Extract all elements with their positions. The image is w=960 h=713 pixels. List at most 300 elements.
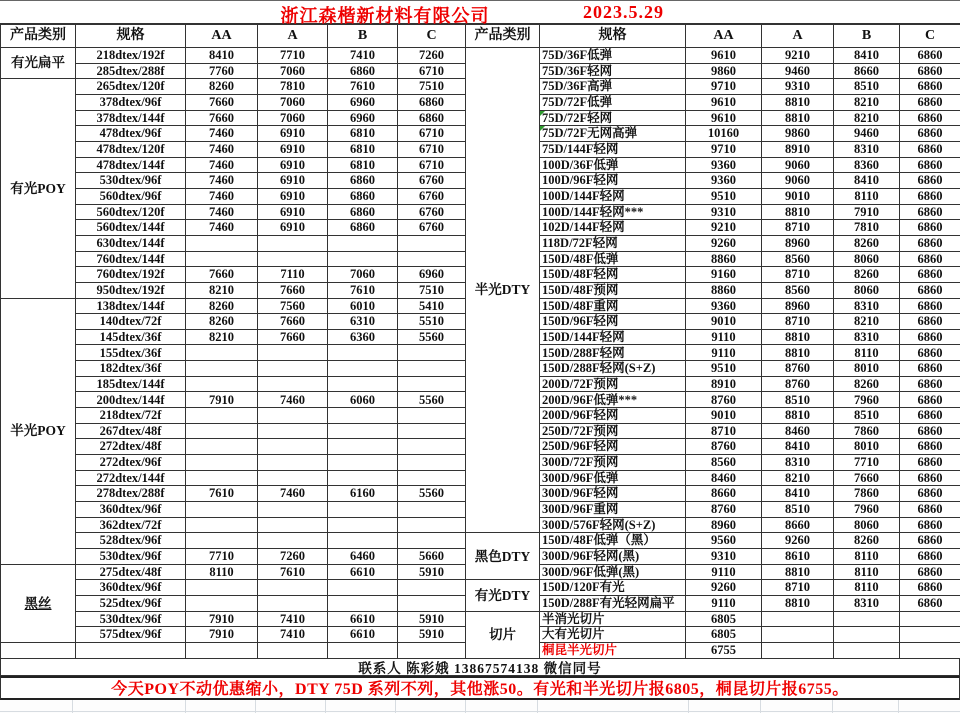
right-spec-cell[interactable]: 150D/48F轻网 xyxy=(540,267,686,283)
right-spec-cell[interactable]: 300D/72F预网 xyxy=(540,455,686,471)
right-spec-cell[interactable]: 300D/96F重网 xyxy=(540,502,686,518)
right-price-cell[interactable]: 6860 xyxy=(900,424,960,440)
left-price-cell[interactable]: 7460 xyxy=(186,205,258,221)
right-price-cell[interactable]: 8260 xyxy=(834,377,900,393)
left-spec-cell[interactable]: 140dtex/72f xyxy=(76,314,186,330)
left-price-cell[interactable]: 6610 xyxy=(328,612,398,628)
left-price-cell[interactable]: 7910 xyxy=(186,612,258,628)
right-category-cell[interactable]: 切片 xyxy=(466,612,540,659)
right-price-cell[interactable]: 8510 xyxy=(834,79,900,95)
right-spec-cell[interactable]: 75D/72F无网高弹 xyxy=(540,126,686,142)
left-price-cell[interactable] xyxy=(398,518,466,534)
left-price-cell[interactable]: 8260 xyxy=(186,314,258,330)
right-price-cell[interactable]: 6860 xyxy=(900,142,960,158)
left-price-cell[interactable] xyxy=(258,424,328,440)
right-price-cell[interactable]: 8860 xyxy=(686,283,762,299)
left-price-cell[interactable] xyxy=(258,533,328,549)
right-price-cell[interactable] xyxy=(834,627,900,643)
right-header-spec[interactable]: 规格 xyxy=(540,25,686,48)
right-price-cell[interactable]: 8960 xyxy=(762,236,834,252)
right-price-cell[interactable]: 8310 xyxy=(834,299,900,315)
left-price-cell[interactable]: 6960 xyxy=(328,95,398,111)
right-price-cell[interactable]: 7910 xyxy=(834,205,900,221)
left-spec-cell[interactable]: 155dtex/36f xyxy=(76,345,186,361)
right-price-cell[interactable]: 8560 xyxy=(762,252,834,268)
left-price-cell[interactable] xyxy=(328,252,398,268)
right-price-cell[interactable]: 6860 xyxy=(900,220,960,236)
right-price-cell[interactable]: 8210 xyxy=(834,95,900,111)
right-price-cell[interactable]: 8110 xyxy=(834,565,900,581)
right-price-cell[interactable]: 8810 xyxy=(762,330,834,346)
left-spec-cell[interactable]: 630dtex/144f xyxy=(76,236,186,252)
left-price-cell[interactable]: 7060 xyxy=(258,111,328,127)
left-price-cell[interactable]: 7660 xyxy=(258,283,328,299)
left-header-category[interactable]: 产品类别 xyxy=(1,25,76,48)
left-price-cell[interactable] xyxy=(398,361,466,377)
left-price-cell[interactable]: 6910 xyxy=(258,189,328,205)
left-spec-cell[interactable]: 478dtex/144f xyxy=(76,158,186,174)
left-price-cell[interactable] xyxy=(186,361,258,377)
right-price-cell[interactable]: 8660 xyxy=(686,486,762,502)
right-price-cell[interactable]: 6805 xyxy=(686,627,762,643)
left-price-cell[interactable]: 7710 xyxy=(186,549,258,565)
right-price-cell[interactable]: 8810 xyxy=(762,565,834,581)
right-price-cell[interactable]: 6860 xyxy=(900,283,960,299)
right-price-cell[interactable]: 9460 xyxy=(834,126,900,142)
right-price-cell[interactable]: 8010 xyxy=(834,361,900,377)
left-price-cell[interactable]: 6860 xyxy=(398,111,466,127)
right-price-cell[interactable]: 6860 xyxy=(900,377,960,393)
left-price-cell[interactable] xyxy=(328,236,398,252)
left-price-cell[interactable]: 7660 xyxy=(186,267,258,283)
right-price-cell[interactable]: 10160 xyxy=(686,126,762,142)
left-price-cell[interactable]: 6860 xyxy=(328,205,398,221)
right-price-cell[interactable]: 6860 xyxy=(900,455,960,471)
left-price-cell[interactable]: 6760 xyxy=(398,205,466,221)
left-price-cell[interactable]: 6460 xyxy=(328,549,398,565)
left-price-cell[interactable] xyxy=(328,596,398,612)
left-price-cell[interactable]: 5910 xyxy=(398,612,466,628)
right-price-cell[interactable]: 6860 xyxy=(900,173,960,189)
left-spec-cell[interactable]: 378dtex/144f xyxy=(76,111,186,127)
left-price-cell[interactable]: 7460 xyxy=(186,220,258,236)
left-price-cell[interactable]: 7060 xyxy=(258,64,328,80)
left-category-cell[interactable]: 有光扁平 xyxy=(1,48,76,79)
right-price-cell[interactable]: 8060 xyxy=(834,283,900,299)
left-price-cell[interactable]: 8260 xyxy=(186,79,258,95)
right-price-cell[interactable]: 9210 xyxy=(686,220,762,236)
right-spec-cell[interactable]: 300D/96F轻网 xyxy=(540,486,686,502)
right-price-cell[interactable]: 8060 xyxy=(834,252,900,268)
right-price-cell[interactable]: 8960 xyxy=(686,518,762,534)
right-spec-cell[interactable]: 150D/120F有光 xyxy=(540,580,686,596)
right-price-cell[interactable]: 9610 xyxy=(686,95,762,111)
right-spec-cell[interactable]: 300D/96F低弹(黑) xyxy=(540,565,686,581)
right-price-cell[interactable]: 6860 xyxy=(900,236,960,252)
left-price-cell[interactable]: 7610 xyxy=(258,565,328,581)
right-price-cell[interactable]: 8060 xyxy=(834,518,900,534)
left-price-cell[interactable]: 7410 xyxy=(328,48,398,64)
left-price-cell[interactable]: 7510 xyxy=(398,79,466,95)
right-category-cell[interactable]: 有光DTY xyxy=(466,580,540,611)
left-price-cell[interactable]: 5910 xyxy=(398,627,466,643)
left-spec-cell[interactable]: 530dtex/96f xyxy=(76,173,186,189)
right-category-cell[interactable]: 黑色DTY xyxy=(466,533,540,580)
right-price-cell[interactable]: 6860 xyxy=(900,580,960,596)
right-price-cell[interactable]: 7860 xyxy=(834,424,900,440)
left-price-cell[interactable] xyxy=(258,377,328,393)
left-spec-cell[interactable] xyxy=(76,643,186,659)
left-price-cell[interactable]: 7410 xyxy=(258,627,328,643)
right-category-cell[interactable]: 半光DTY xyxy=(466,48,540,533)
right-price-cell[interactable]: 9210 xyxy=(762,48,834,64)
right-price-cell[interactable]: 8010 xyxy=(834,439,900,455)
right-price-cell[interactable]: 7710 xyxy=(834,455,900,471)
right-price-cell[interactable]: 6860 xyxy=(900,392,960,408)
left-spec-cell[interactable]: 360dtex/96f xyxy=(76,502,186,518)
right-price-cell[interactable]: 8810 xyxy=(762,95,834,111)
right-header-grade-b[interactable]: B xyxy=(834,25,900,48)
right-price-cell[interactable] xyxy=(834,643,900,659)
right-price-cell[interactable]: 9710 xyxy=(686,79,762,95)
left-price-cell[interactable] xyxy=(328,471,398,487)
right-price-cell[interactable] xyxy=(834,612,900,628)
left-price-cell[interactable]: 7610 xyxy=(328,283,398,299)
right-price-cell[interactable] xyxy=(762,643,834,659)
right-spec-cell[interactable]: 150D/48F预网 xyxy=(540,283,686,299)
left-spec-cell[interactable]: 525dtex/96f xyxy=(76,596,186,612)
right-price-cell[interactable]: 9010 xyxy=(686,314,762,330)
right-price-cell[interactable]: 6860 xyxy=(900,95,960,111)
left-price-cell[interactable] xyxy=(258,580,328,596)
right-price-cell[interactable]: 6860 xyxy=(900,502,960,518)
right-header-grade-c[interactable]: C xyxy=(900,25,960,48)
left-price-cell[interactable] xyxy=(328,361,398,377)
right-price-cell[interactable]: 8560 xyxy=(686,455,762,471)
right-spec-cell[interactable]: 100D/144F轻网 xyxy=(540,189,686,205)
left-price-cell[interactable] xyxy=(186,252,258,268)
right-price-cell[interactable] xyxy=(762,627,834,643)
left-price-cell[interactable] xyxy=(398,502,466,518)
right-price-cell[interactable]: 8460 xyxy=(762,424,834,440)
left-price-cell[interactable]: 6710 xyxy=(398,64,466,80)
left-price-cell[interactable]: 6960 xyxy=(328,111,398,127)
left-price-cell[interactable] xyxy=(258,439,328,455)
right-spec-cell[interactable]: 250D/72F预网 xyxy=(540,424,686,440)
right-price-cell[interactable]: 9360 xyxy=(686,173,762,189)
right-price-cell[interactable]: 8760 xyxy=(686,439,762,455)
right-spec-cell[interactable]: 100D/144F轻网*** xyxy=(540,205,686,221)
right-price-cell[interactable]: 9260 xyxy=(686,236,762,252)
right-spec-cell[interactable]: 桐昆半光切片 xyxy=(540,643,686,659)
right-price-cell[interactable]: 8710 xyxy=(762,580,834,596)
right-price-cell[interactable]: 6860 xyxy=(900,330,960,346)
right-price-cell[interactable]: 8310 xyxy=(834,596,900,612)
left-price-cell[interactable] xyxy=(258,502,328,518)
right-price-cell[interactable]: 8410 xyxy=(834,173,900,189)
right-price-cell[interactable]: 8260 xyxy=(834,267,900,283)
left-price-cell[interactable] xyxy=(186,518,258,534)
left-price-cell[interactable]: 6710 xyxy=(398,142,466,158)
right-price-cell[interactable]: 9310 xyxy=(686,205,762,221)
right-price-cell[interactable]: 9010 xyxy=(686,408,762,424)
right-spec-cell[interactable]: 75D/36F高弹 xyxy=(540,79,686,95)
left-price-cell[interactable]: 5560 xyxy=(398,392,466,408)
right-price-cell[interactable]: 6860 xyxy=(900,345,960,361)
left-price-cell[interactable]: 7910 xyxy=(186,392,258,408)
left-price-cell[interactable]: 6610 xyxy=(328,565,398,581)
right-price-cell[interactable]: 8460 xyxy=(686,471,762,487)
right-spec-cell[interactable]: 150D/48F低弹 xyxy=(540,252,686,268)
right-price-cell[interactable]: 7960 xyxy=(834,502,900,518)
right-price-cell[interactable]: 6860 xyxy=(900,533,960,549)
right-price-cell[interactable]: 8710 xyxy=(762,220,834,236)
right-price-cell[interactable]: 9160 xyxy=(686,267,762,283)
left-price-cell[interactable]: 7060 xyxy=(328,267,398,283)
right-price-cell[interactable]: 8360 xyxy=(834,158,900,174)
right-price-cell[interactable]: 8910 xyxy=(686,377,762,393)
left-price-cell[interactable] xyxy=(186,439,258,455)
left-spec-cell[interactable]: 478dtex/120f xyxy=(76,142,186,158)
left-spec-cell[interactable]: 478dtex/96f xyxy=(76,126,186,142)
left-price-cell[interactable] xyxy=(258,518,328,534)
right-price-cell[interactable]: 6860 xyxy=(900,111,960,127)
right-spec-cell[interactable]: 300D/96F低弹 xyxy=(540,471,686,487)
right-price-cell[interactable] xyxy=(900,627,960,643)
right-price-cell[interactable]: 6860 xyxy=(900,267,960,283)
left-spec-cell[interactable]: 185dtex/144f xyxy=(76,377,186,393)
left-price-cell[interactable]: 6360 xyxy=(328,330,398,346)
left-price-cell[interactable]: 7460 xyxy=(186,173,258,189)
right-header-grade-a[interactable]: A xyxy=(762,25,834,48)
right-spec-cell[interactable]: 150D/96F轻网 xyxy=(540,314,686,330)
left-price-cell[interactable] xyxy=(186,533,258,549)
left-spec-cell[interactable]: 200dtex/144f xyxy=(76,392,186,408)
right-spec-cell[interactable]: 200D/72F预网 xyxy=(540,377,686,393)
left-price-cell[interactable] xyxy=(186,377,258,393)
left-category-cell[interactable]: 黑丝 xyxy=(1,565,76,643)
left-price-cell[interactable] xyxy=(328,424,398,440)
left-price-cell[interactable]: 6760 xyxy=(398,189,466,205)
left-spec-cell[interactable]: 575dtex/96f xyxy=(76,627,186,643)
left-price-cell[interactable]: 7460 xyxy=(258,486,328,502)
left-price-cell[interactable]: 8410 xyxy=(186,48,258,64)
left-price-cell[interactable]: 8210 xyxy=(186,330,258,346)
right-price-cell[interactable]: 6860 xyxy=(900,79,960,95)
left-header-grade-a[interactable]: A xyxy=(258,25,328,48)
right-price-cell[interactable]: 6860 xyxy=(900,205,960,221)
right-price-cell[interactable]: 9360 xyxy=(686,158,762,174)
left-price-cell[interactable] xyxy=(186,236,258,252)
left-spec-cell[interactable]: 267dtex/48f xyxy=(76,424,186,440)
right-spec-cell[interactable]: 150D/48F重网 xyxy=(540,299,686,315)
left-price-cell[interactable]: 5560 xyxy=(398,330,466,346)
right-spec-cell[interactable]: 200D/96F轻网 xyxy=(540,408,686,424)
left-price-cell[interactable]: 7260 xyxy=(258,549,328,565)
left-price-cell[interactable] xyxy=(328,643,398,659)
right-price-cell[interactable]: 9860 xyxy=(762,126,834,142)
left-price-cell[interactable]: 6810 xyxy=(328,142,398,158)
right-price-cell[interactable]: 8410 xyxy=(762,486,834,502)
right-price-cell[interactable]: 9360 xyxy=(686,299,762,315)
left-category-cell[interactable] xyxy=(1,643,76,659)
left-price-cell[interactable]: 6060 xyxy=(328,392,398,408)
right-price-cell[interactable]: 8760 xyxy=(686,502,762,518)
left-price-cell[interactable]: 7710 xyxy=(258,48,328,64)
right-price-cell[interactable]: 9510 xyxy=(686,189,762,205)
left-price-cell[interactable]: 7660 xyxy=(186,111,258,127)
left-price-cell[interactable]: 6810 xyxy=(328,126,398,142)
right-price-cell[interactable]: 9110 xyxy=(686,565,762,581)
left-price-cell[interactable] xyxy=(186,408,258,424)
left-price-cell[interactable] xyxy=(186,424,258,440)
right-price-cell[interactable]: 9710 xyxy=(686,142,762,158)
left-price-cell[interactable]: 5560 xyxy=(398,486,466,502)
left-price-cell[interactable] xyxy=(258,252,328,268)
right-spec-cell[interactable]: 300D/576F轻网(S+Z) xyxy=(540,518,686,534)
right-price-cell[interactable]: 8510 xyxy=(762,392,834,408)
right-price-cell[interactable]: 8960 xyxy=(762,299,834,315)
right-price-cell[interactable]: 8310 xyxy=(834,330,900,346)
left-price-cell[interactable] xyxy=(398,439,466,455)
left-price-cell[interactable]: 6960 xyxy=(398,267,466,283)
right-price-cell[interactable]: 8810 xyxy=(762,111,834,127)
right-price-cell[interactable]: 6860 xyxy=(900,64,960,80)
left-price-cell[interactable]: 7460 xyxy=(186,142,258,158)
left-spec-cell[interactable]: 265dtex/120f xyxy=(76,79,186,95)
left-price-cell[interactable] xyxy=(328,518,398,534)
left-spec-cell[interactable]: 218dtex/192f xyxy=(76,48,186,64)
left-price-cell[interactable]: 6910 xyxy=(258,158,328,174)
right-price-cell[interactable]: 8210 xyxy=(762,471,834,487)
left-price-cell[interactable]: 7460 xyxy=(186,126,258,142)
left-price-cell[interactable] xyxy=(398,643,466,659)
right-price-cell[interactable]: 8760 xyxy=(762,361,834,377)
right-price-cell[interactable]: 9610 xyxy=(686,111,762,127)
right-price-cell[interactable]: 8710 xyxy=(762,267,834,283)
left-spec-cell[interactable]: 528dtex/96f xyxy=(76,533,186,549)
left-price-cell[interactable]: 7260 xyxy=(398,48,466,64)
left-price-cell[interactable]: 6860 xyxy=(398,95,466,111)
right-price-cell[interactable]: 9060 xyxy=(762,173,834,189)
right-price-cell[interactable]: 9110 xyxy=(686,345,762,361)
left-price-cell[interactable] xyxy=(328,377,398,393)
left-spec-cell[interactable]: 360dtex/96f xyxy=(76,580,186,596)
left-spec-cell[interactable]: 560dtex/120f xyxy=(76,205,186,221)
right-price-cell[interactable]: 6860 xyxy=(900,158,960,174)
right-price-cell[interactable]: 8860 xyxy=(686,252,762,268)
left-price-cell[interactable]: 7760 xyxy=(186,64,258,80)
left-header-grade-c[interactable]: C xyxy=(398,25,466,48)
left-price-cell[interactable] xyxy=(258,236,328,252)
right-price-cell[interactable]: 9560 xyxy=(686,533,762,549)
right-spec-cell[interactable]: 150D/288F轻网 xyxy=(540,345,686,361)
right-price-cell[interactable]: 9460 xyxy=(762,64,834,80)
left-price-cell[interactable]: 6910 xyxy=(258,220,328,236)
right-price-cell[interactable]: 8410 xyxy=(762,439,834,455)
left-price-cell[interactable] xyxy=(398,580,466,596)
left-price-cell[interactable] xyxy=(328,439,398,455)
left-price-cell[interactable] xyxy=(328,580,398,596)
right-price-cell[interactable]: 6860 xyxy=(900,48,960,64)
left-price-cell[interactable] xyxy=(258,408,328,424)
right-price-cell[interactable]: 8110 xyxy=(834,189,900,205)
left-price-cell[interactable] xyxy=(258,361,328,377)
left-spec-cell[interactable]: 275dtex/48f xyxy=(76,565,186,581)
right-price-cell[interactable]: 6860 xyxy=(900,314,960,330)
left-price-cell[interactable]: 6860 xyxy=(328,173,398,189)
left-price-cell[interactable]: 7660 xyxy=(258,330,328,346)
left-price-cell[interactable]: 7510 xyxy=(398,283,466,299)
right-price-cell[interactable]: 6860 xyxy=(900,126,960,142)
left-price-cell[interactable] xyxy=(186,455,258,471)
left-price-cell[interactable]: 7460 xyxy=(186,189,258,205)
left-price-cell[interactable] xyxy=(328,533,398,549)
left-price-cell[interactable]: 6860 xyxy=(328,220,398,236)
right-spec-cell[interactable]: 100D/36F低弹 xyxy=(540,158,686,174)
left-spec-cell[interactable]: 362dtex/72f xyxy=(76,518,186,534)
right-price-cell[interactable]: 6860 xyxy=(900,439,960,455)
left-price-cell[interactable]: 6710 xyxy=(398,126,466,142)
right-spec-cell[interactable]: 102D/144F轻网 xyxy=(540,220,686,236)
right-price-cell[interactable]: 6860 xyxy=(900,471,960,487)
left-price-cell[interactable] xyxy=(258,596,328,612)
right-price-cell[interactable]: 9260 xyxy=(762,533,834,549)
left-price-cell[interactable] xyxy=(186,345,258,361)
right-price-cell[interactable]: 9110 xyxy=(686,596,762,612)
left-spec-cell[interactable]: 560dtex/96f xyxy=(76,189,186,205)
left-price-cell[interactable]: 6910 xyxy=(258,126,328,142)
right-spec-cell[interactable]: 118D/72F轻网 xyxy=(540,236,686,252)
left-spec-cell[interactable]: 272dtex/48f xyxy=(76,439,186,455)
right-header-category[interactable]: 产品类别 xyxy=(466,25,540,48)
right-spec-cell[interactable]: 半消光切片 xyxy=(540,612,686,628)
right-spec-cell[interactable]: 100D/96F轻网 xyxy=(540,173,686,189)
left-spec-cell[interactable]: 378dtex/96f xyxy=(76,95,186,111)
right-spec-cell[interactable]: 75D/72F低弹 xyxy=(540,95,686,111)
right-spec-cell[interactable]: 150D/288F轻网(S+Z) xyxy=(540,361,686,377)
right-price-cell[interactable]: 6860 xyxy=(900,252,960,268)
right-price-cell[interactable]: 6860 xyxy=(900,486,960,502)
right-price-cell[interactable]: 9060 xyxy=(762,158,834,174)
left-price-cell[interactable]: 6610 xyxy=(328,627,398,643)
right-price-cell[interactable] xyxy=(900,643,960,659)
left-spec-cell[interactable]: 145dtex/36f xyxy=(76,330,186,346)
right-price-cell[interactable]: 6755 xyxy=(686,643,762,659)
right-price-cell[interactable]: 8760 xyxy=(686,392,762,408)
right-price-cell[interactable]: 8310 xyxy=(762,455,834,471)
left-price-cell[interactable] xyxy=(258,643,328,659)
left-price-cell[interactable]: 6910 xyxy=(258,142,328,158)
left-price-cell[interactable] xyxy=(398,424,466,440)
left-category-cell[interactable]: 有光POY xyxy=(1,79,76,298)
left-price-cell[interactable]: 7660 xyxy=(186,95,258,111)
left-price-cell[interactable]: 7810 xyxy=(258,79,328,95)
right-spec-cell[interactable]: 250D/96F轻网 xyxy=(540,439,686,455)
left-price-cell[interactable]: 6860 xyxy=(328,64,398,80)
left-price-cell[interactable]: 7460 xyxy=(258,392,328,408)
left-price-cell[interactable]: 7110 xyxy=(258,267,328,283)
left-spec-cell[interactable]: 278dtex/288f xyxy=(76,486,186,502)
left-price-cell[interactable]: 5910 xyxy=(398,565,466,581)
right-price-cell[interactable]: 9260 xyxy=(686,580,762,596)
right-price-cell[interactable]: 6805 xyxy=(686,612,762,628)
right-header-grade-aa[interactable]: AA xyxy=(686,25,762,48)
right-spec-cell[interactable]: 75D/36F低弹 xyxy=(540,48,686,64)
right-price-cell[interactable]: 6860 xyxy=(900,189,960,205)
left-spec-cell[interactable]: 218dtex/72f xyxy=(76,408,186,424)
left-price-cell[interactable] xyxy=(186,471,258,487)
